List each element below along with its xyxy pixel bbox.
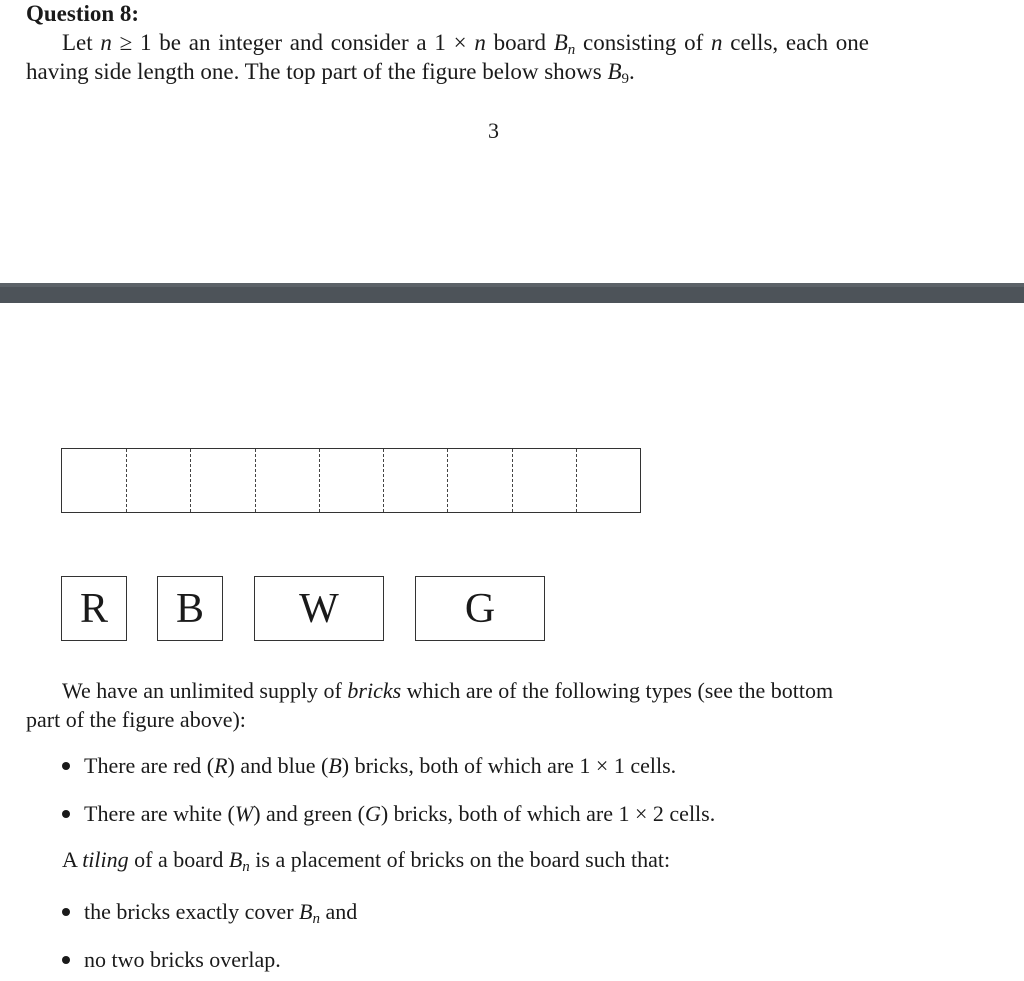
intro-line-1: Let n ≥ 1 be an integer and consider a 1 × n board $B_n$ consisting of n cells, each one	[62, 30, 869, 58]
board-cell-divider	[512, 449, 513, 512]
bullet-item-cover: the bricks exactly cover $B_n$ and	[62, 898, 357, 926]
bullet-item-white-green: There are white (W) and green (G) bricks, both of which are 1 × 2 cells.	[62, 800, 715, 828]
bullet-icon	[62, 810, 70, 818]
brick-blue-label: B	[175, 585, 204, 632]
brick-white	[254, 576, 384, 641]
bullet-item-no-overlap: no two bricks overlap.	[62, 946, 281, 974]
board-b9	[61, 448, 641, 513]
bullet-icon	[62, 956, 70, 964]
board-cell-divider	[126, 449, 127, 512]
brick-red	[61, 576, 127, 641]
board-cell-divider	[383, 449, 384, 512]
brick-white-label: W	[299, 585, 339, 632]
page-number: 3	[488, 118, 499, 143]
supply-line-2: part of the figure above):	[26, 707, 246, 732]
bullet-icon	[62, 762, 70, 770]
brick-red-label: R	[79, 585, 108, 632]
board-cell-divider	[576, 449, 577, 512]
page-break-shade	[0, 283, 1024, 287]
bullet-icon	[62, 908, 70, 916]
brick-blue	[157, 576, 223, 641]
intro-line-2: having side length one. The top part of the figure below shows $B_9$.	[26, 59, 635, 87]
board-cell-divider	[447, 449, 448, 512]
brick-green-label: G	[464, 585, 496, 632]
question-title: Question 8:	[26, 1, 140, 26]
board-cell-divider	[190, 449, 191, 512]
page-top	[0, 0, 1024, 283]
brick-green	[415, 576, 545, 641]
tiling-definition: A tiling of a board $B_n$ is a placement of bricks on the board such that:	[62, 847, 671, 875]
board-cell-divider	[319, 449, 320, 512]
board-cell-divider	[255, 449, 256, 512]
bullet-item-red-blue: There are red (R) and blue (B) bricks, both of which are 1 × 1 cells.	[62, 752, 676, 780]
supply-line-1: We have an unlimited supply of bricks which are of the following types (see the bottom	[62, 678, 834, 703]
